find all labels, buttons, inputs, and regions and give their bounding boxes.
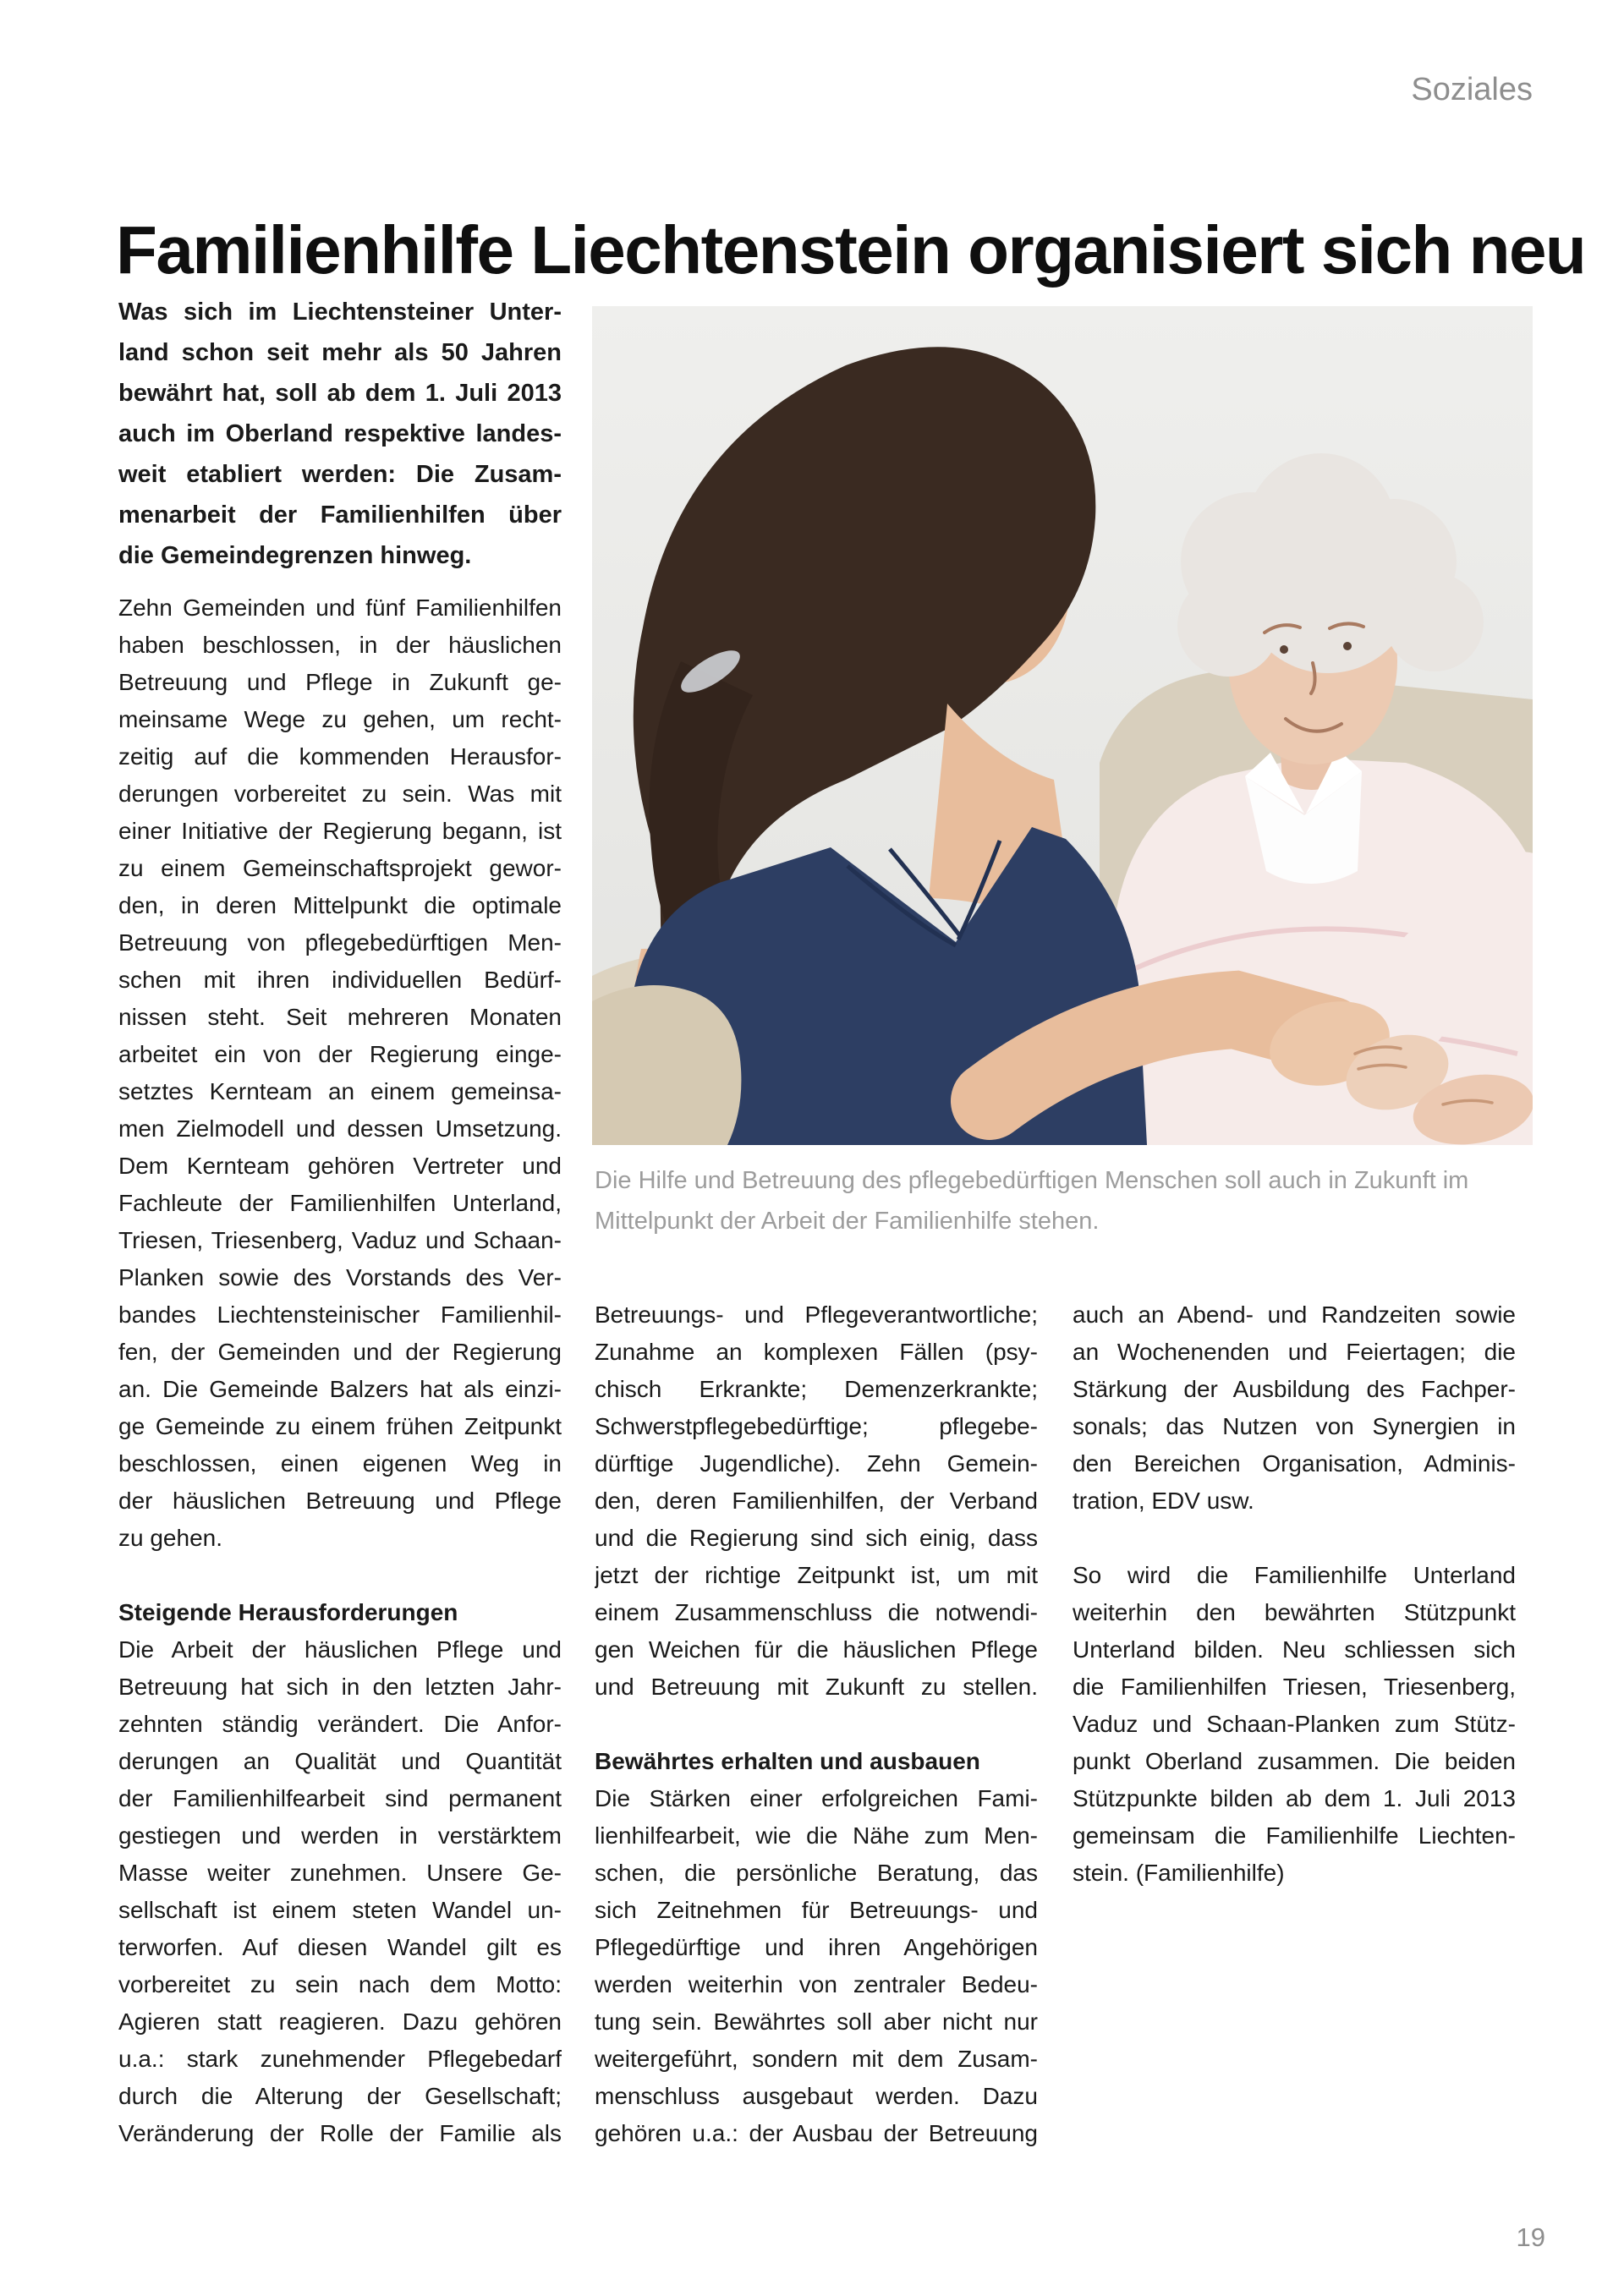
text-line: gemeinsam die Familienhilfe Liechten-: [1073, 1822, 1516, 1849]
text-line: werden weiterhin von zentraler Bedeu-: [595, 1971, 1038, 1997]
text-line: bewährt hat, soll ab dem 1. Juli 2013: [118, 380, 562, 407]
text-line: einem Zusammenschluss die notwendi-: [595, 1599, 1038, 1625]
text-line: auch im Oberland respektive landes-: [118, 420, 562, 447]
paragraph: [595, 1780, 1038, 2152]
section-label: Soziales: [1411, 72, 1533, 107]
text-line: durch die Alterung der Gesellschaft;: [118, 2083, 562, 2109]
text-line: den, in deren Mittelpunkt die optimale: [118, 892, 562, 918]
text-line: derungen vorbereitet zu sein. Was mit: [118, 781, 562, 807]
text-line: gen Weichen für die häuslichen Pflege: [595, 1636, 1038, 1663]
text-line: schen, die persönliche Beratung, das: [595, 1860, 1038, 1886]
text-line: zehnten ständig verändert. Die Anfor-: [118, 1711, 562, 1737]
text-line: setztes Kernteam an einem gemeinsa-: [118, 1078, 562, 1104]
subheading: Bewährtes erhalten und ausbauen: [595, 1748, 980, 1774]
text-line: Die Stärken einer erfolgreichen Fami-: [595, 1785, 1038, 1811]
text-line: bandes Liechtensteinischer Familienhil-: [118, 1301, 562, 1328]
text-line: an. Die Gemeinde Balzers hat als einzi-: [118, 1376, 562, 1402]
text-line: land schon seit mehr als 50 Jahren: [118, 339, 562, 366]
page-title: Familienhilfe Liechtenstein organisiert sich neu: [116, 211, 1586, 288]
paragraph: [595, 1296, 1038, 1706]
text-line: ge Gemeinde zu einem frühen Zeitpunkt: [118, 1413, 562, 1439]
text-line: chisch Erkrankte; Demenzerkrankte;: [595, 1376, 1038, 1402]
text-line: So wird die Familienhilfe Unterland: [1073, 1562, 1516, 1588]
text-line: Betreuung hat sich in den letzten Jahr-: [118, 1674, 562, 1700]
text-line: der Familienhilfearbeit sind permanent: [118, 1785, 562, 1811]
text-line: punkt Oberland zusammen. Die beiden: [1073, 1748, 1516, 1774]
text-line: weit etabliert werden: Die Zusam-: [118, 461, 562, 488]
text-line: auch an Abend- und Randzeiten sowie: [1073, 1301, 1516, 1328]
caregiver-elderly-woman-photo: [592, 306, 1533, 1145]
paragraph: [1073, 1557, 1516, 1892]
text-line: Stützpunkte bilden ab dem 1. Juli 2013: [1073, 1785, 1516, 1811]
text-line: nissen steht. Seit mehreren Monaten: [118, 1004, 562, 1030]
text-line: schen mit ihren individuellen Bedürf-: [118, 967, 562, 993]
text-line: haben beschlossen, in der häuslichen: [118, 632, 562, 658]
text-line: Betreuung und Pflege in Zukunft ge-: [118, 669, 562, 695]
text-line: meinsame Wege zu gehen, um recht-: [118, 706, 562, 732]
text-line: Zehn Gemeinden und fünf Familienhilfen: [118, 595, 562, 621]
text-line: Stärkung der Ausbildung des Fachper-: [1073, 1376, 1516, 1402]
text-line: u.a.: stark zunehmender Pflegebedarf: [118, 2046, 562, 2072]
paragraph: [118, 589, 562, 1557]
article-photo: [592, 306, 1533, 1145]
text-line: fen, der Gemeinden und der Regierung: [118, 1339, 562, 1365]
text-line: Masse weiter zunehmen. Unsere Ge-: [118, 1860, 562, 1886]
text-line: weiterhin den bewährten Stützpunkt: [1073, 1599, 1516, 1625]
text-line: jetzt der richtige Zeitpunkt ist, um mit: [595, 1562, 1038, 1588]
text-line: Triesen, Triesenberg, Vaduz und Schaan-: [118, 1227, 562, 1253]
text-line: terworfen. Auf diesen Wandel gilt es: [118, 1934, 562, 1960]
paragraph: [118, 1631, 562, 2152]
text-line: beschlossen, einen eigenen Weg in: [118, 1450, 562, 1477]
intro-paragraph: [118, 292, 562, 576]
text-line: und die Regierung sind sich einig, dass: [595, 1525, 1038, 1551]
text-line: Mittelpunkt der Arbeit der Familienhilfe stehen.: [595, 1208, 1100, 1235]
text-line: die Gemeindegrenzen hinweg.: [118, 542, 472, 569]
text-line: Fachleute der Familienhilfen Unterland,: [118, 1190, 562, 1216]
text-column-1: [118, 589, 562, 2152]
text-line: derungen an Qualität und Quantität: [118, 1748, 562, 1774]
text-line: Betreuung von pflegebedürftigen Men-: [118, 929, 562, 956]
text-column-3: [1073, 1296, 1516, 1892]
text-line: arbeitet ein von der Regierung einge-: [118, 1041, 562, 1067]
text-line: Die Hilfe und Betreuung des pflegebedürftigen Menschen soll auch in Zukunft im: [595, 1167, 1469, 1194]
text-line: Betreuungs- und Pflegeverantwortliche;: [595, 1301, 1038, 1328]
text-line: menarbeit der Familienhilfen über: [118, 501, 562, 529]
text-line: Vaduz und Schaan-Planken zum Stütz-: [1073, 1711, 1516, 1737]
text-line: einer Initiative der Regierung begann, ist: [118, 818, 562, 844]
text-line: lienhilfearbeit, wie die Nähe zum Men-: [595, 1822, 1038, 1849]
text-line: den Bereichen Organisation, Adminis-: [1073, 1450, 1516, 1477]
text-line: gehören u.a.: der Ausbau der Betreuung: [595, 2120, 1038, 2146]
text-line: men Zielmodell und dessen Umsetzung.: [118, 1115, 562, 1142]
text-line: Planken sowie des Vorstands des Ver-: [118, 1264, 562, 1290]
text-line: Was sich im Liechtensteiner Unter-: [118, 299, 562, 326]
text-line: zu gehen.: [118, 1525, 222, 1551]
text-line: tung sein. Bewährtes soll aber nicht nur: [595, 2008, 1038, 2035]
text-line: dürftige Jugendliche). Zehn Gemein-: [595, 1450, 1038, 1477]
text-line: vorbereitet zu sein nach dem Motto:: [118, 1971, 562, 1997]
text-line: und Betreuung mit Zukunft zu stellen.: [595, 1674, 1038, 1700]
subheading: Steigende Herausforderungen: [118, 1599, 458, 1625]
text-line: Zunahme an komplexen Fällen (psy-: [595, 1339, 1038, 1365]
photo-caption: [595, 1160, 1535, 1241]
text-line: weitergeführt, sondern mit dem Zusam-: [595, 2046, 1038, 2072]
text-line: gestiegen und werden in verstärktem: [118, 1822, 562, 1849]
text-line: sonals; das Nutzen von Synergien in: [1073, 1413, 1516, 1439]
text-line: die Familienhilfen Triesen, Triesenberg,: [1073, 1674, 1516, 1700]
text-line: Pflegedürftige und ihren Angehörigen: [595, 1934, 1038, 1960]
text-line: zeitig auf die kommenden Herausfor-: [118, 743, 562, 770]
photo-couch-armrest: [592, 985, 741, 1145]
text-line: Schwerstpflegebedürftige; pflegebe-: [595, 1413, 1038, 1439]
paragraph: [118, 292, 562, 576]
text-line: Agieren statt reagieren. Dazu gehören: [118, 2008, 562, 2035]
text-line: menschluss ausgebaut werden. Dazu: [595, 2083, 1038, 2109]
text-line: tration, EDV usw.: [1073, 1488, 1254, 1514]
page-number: 19: [1516, 2222, 1545, 2252]
text-line: Veränderung der Rolle der Familie als: [118, 2120, 562, 2146]
text-line: sellschaft ist einem steten Wandel un-: [118, 1897, 562, 1923]
text-line: Unterland bilden. Neu schliessen sich: [1073, 1636, 1516, 1663]
text-line: der häuslichen Betreuung und Pflege: [118, 1488, 562, 1514]
text-line: den, deren Familienhilfen, der Verband: [595, 1488, 1038, 1514]
text-line: zu einem Gemeinschaftsprojekt gewor-: [118, 855, 562, 881]
text-line: sich Zeitnehmen für Betreuungs- und: [595, 1897, 1038, 1923]
paragraph: [1073, 1296, 1516, 1520]
text-line: an Wochenenden und Feiertagen; die: [1073, 1339, 1516, 1365]
text-column-2: [595, 1296, 1038, 2152]
text-line: stein. (Familienhilfe): [1073, 1860, 1285, 1886]
text-line: Dem Kernteam gehören Vertreter und: [118, 1153, 562, 1179]
text-line: Die Arbeit der häuslichen Pflege und: [118, 1636, 562, 1663]
